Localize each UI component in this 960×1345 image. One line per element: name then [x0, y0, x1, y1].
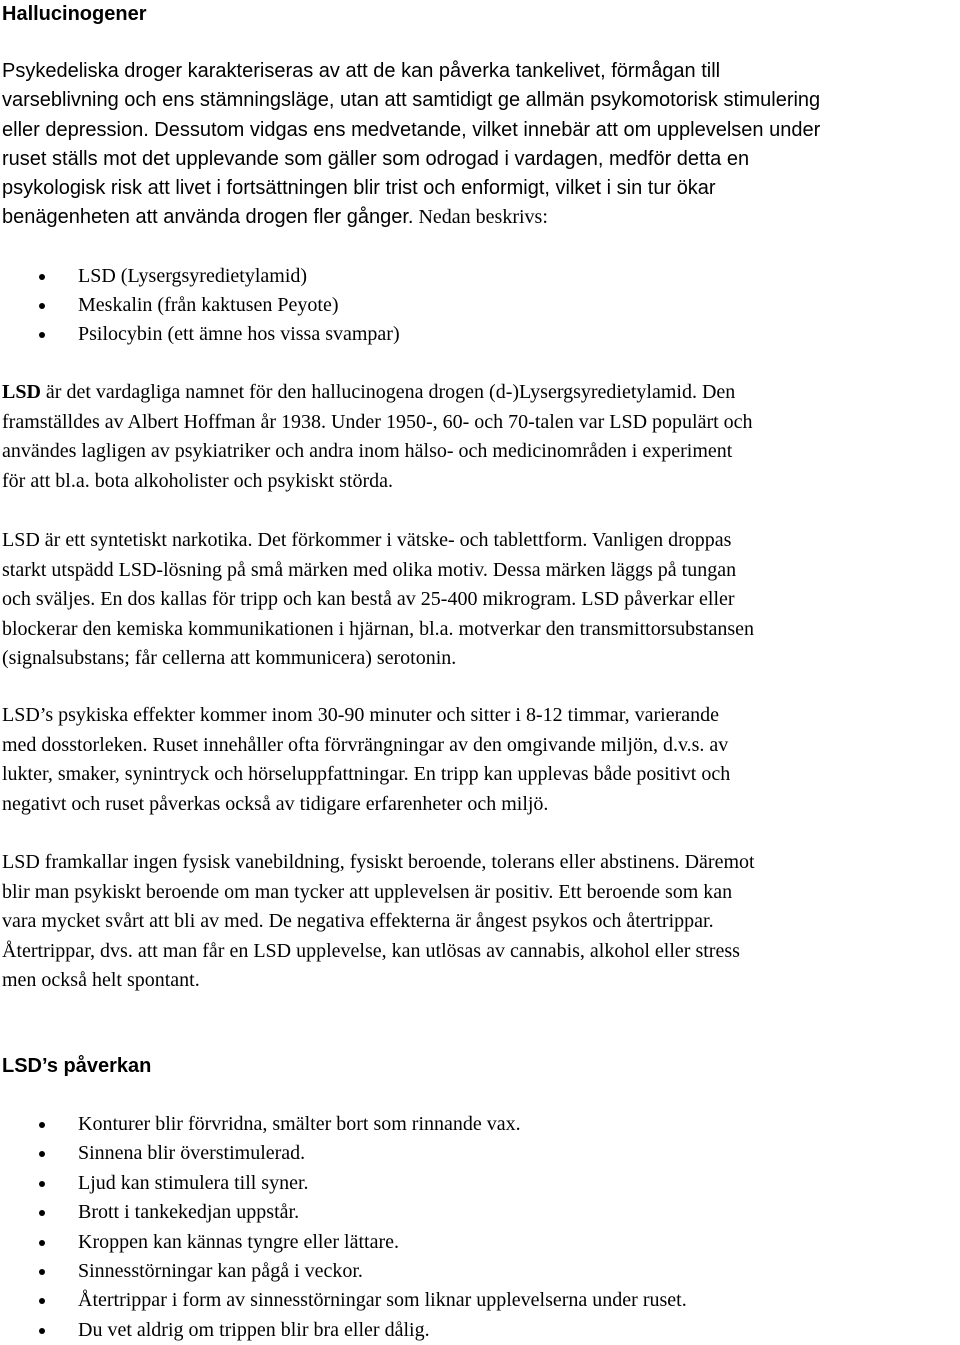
list-item: Sinnesstörningar kan pågå i veckor. [0, 1257, 687, 1286]
list-item: Konturer blir förvridna, smälter bort som rinnande vax. [0, 1110, 687, 1139]
section-heading: LSD’s påverkan [2, 1055, 152, 1077]
intro-paragraph [2, 57, 957, 233]
drug-list [0, 262, 400, 349]
list-item: Brott i tankekedjan uppstår. [0, 1198, 687, 1227]
lsd-bold-term: LSD [2, 381, 41, 403]
effects-list [0, 1110, 687, 1345]
lsd-definition-text: är det vardagliga namnet för den hallucinogena drogen (d-)Lysergsyredietylamid. Den framställdes av Albert Hoffman år 1938. Under 1950-, 60- och 70-talen var LSD populärt och användes lagligen av psykiatriker och andra inom hälso- och medicinområden i experiment för att bl.a. bota alkoholister och psykiskt störda. [2, 381, 753, 492]
intro-tail: Nedan beskrivs: [413, 206, 548, 229]
list-item: Psilocybin (ett ämne hos vissa svampar) [0, 320, 400, 349]
list-item: Återtrippar i form av sinnesstörningar som liknar upplevelserna under ruset. [0, 1286, 687, 1315]
page-title: Hallucinogener [2, 3, 147, 25]
list-item: Sinnena blir överstimulerad. [0, 1139, 687, 1168]
lsd-effects-paragraph: LSD’s psykiska effekter kommer inom 30-90 minuter och sitter i 8-12 timmar, varierande med dosstorleken. Ruset innehåller ofta förvrängningar av den omgivande miljön, d.v.s. av lukter, smaker, synintryck och hörseluppfattningar. En tripp kan upplevas både positivt och negativt och ruset påverkas också av tidigare erfarenheter och miljö. [2, 704, 731, 815]
lsd-dependence-paragraph: LSD framkallar ingen fysisk vanebildning, fysiskt beroende, tolerans eller abstinens. Däremot blir man psykiskt beroende om man tycker att upplevelsen är positiv. Ett beroende som kan vara mycket svårt att bli av med. De negativa effekterna är ångest psykos och återtrippar. Återtrippar, dvs. att man får en LSD upplevelse, kan utlösas av cannabis, alkohol eller stress men också helt spontant. [2, 851, 755, 991]
intro-text: Psykedeliska droger karakteriseras av att de kan påverka tankelivet, förmågan till varseblivning och ens stämningsläge, utan att samtidigt ge allmän psykomotorisk stimulering eller depression. Dessutom vidgas ens medvetande, vilket innebär att om upplevelsen under ruset ställs mot det upplevande som gäller som odrogad i vardagen, medför detta en psykologisk risk att livet i fortsättningen blir trist och enformigt, vilket i sin tur ökar benägenheten att använda drogen fler gånger. [2, 60, 821, 229]
list-item: Ljud kan stimulera till syner. [0, 1169, 687, 1198]
lsd-form-paragraph: LSD är ett syntetiskt narkotika. Det förkommer i vätske- och tablettform. Vanligen droppas starkt utspädd LSD-lösning på små märken med olika motiv. Dessa märken läggs på tungan och sväljes. En dos kallas för tripp och kan bestå av 25-400 mikrogram. LSD påverkar eller blockerar den kemiska kommunikationen i hjärnan, bl.a. motverkar den transmittorsubstansen (signalsubstans; får cellerna att kommunicera) serotonin. [2, 529, 755, 669]
list-item: Kroppen kan kännas tyngre eller lättare. [0, 1228, 687, 1257]
list-item: LSD (Lysergsyredietylamid) [0, 262, 400, 291]
list-item: Du vet aldrig om trippen blir bra eller dålig. [0, 1316, 687, 1345]
lsd-definition-paragraph [2, 378, 957, 496]
list-item: Meskalin (från kaktusen Peyote) [0, 291, 400, 320]
